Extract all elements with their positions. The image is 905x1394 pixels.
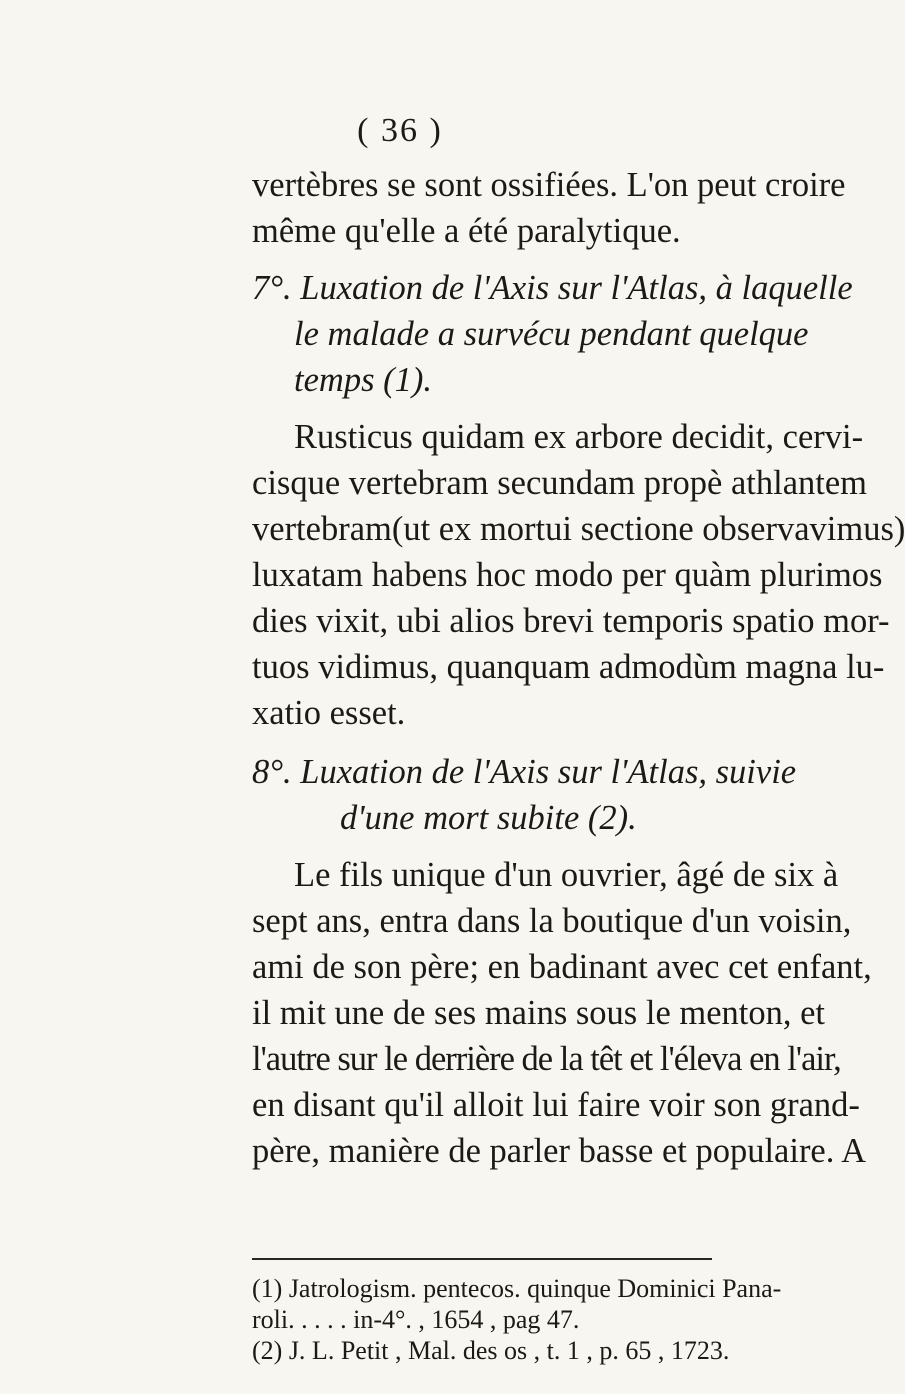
- french-paragraph-line: ami de son père; en badinant avec cet enfant,: [252, 948, 872, 986]
- latin-paragraph-line: vertebram(ut ex mortui sectione observavimus): [252, 510, 905, 548]
- french-paragraph-line: Le fils unique d'un ouvrier, âgé de six à: [294, 856, 839, 894]
- section-heading-7: 7°. Luxation de l'Axis sur l'Atlas, à laquelle: [252, 269, 853, 307]
- french-paragraph-line: père, manière de parler basse et populaire. A: [252, 1132, 867, 1170]
- latin-paragraph-line: dies vixit, ubi alios brevi temporis spatio mor-: [252, 602, 890, 640]
- footnote-1: roli. . . . . in-4°. , 1654 , pag 47.: [252, 1305, 580, 1334]
- footnote-1: (1) Jatrologism. pentecos. quinque Dominici Pana-: [252, 1274, 782, 1303]
- text-line: même qu'elle a été paralytique.: [252, 212, 681, 250]
- latin-paragraph-line: Rusticus quidam ex arbore decidit, cervi-: [294, 418, 864, 456]
- page-number: ( 36 ): [357, 112, 443, 149]
- french-paragraph-line: sept ans, entra dans la boutique d'un voisin,: [252, 902, 852, 940]
- french-paragraph-line: il mit une de ses mains sous le menton, et: [252, 994, 826, 1032]
- french-paragraph-line: en disant qu'il alloit lui faire voir son grand-: [252, 1086, 860, 1124]
- section-heading-8: 8°. Luxation de l'Axis sur l'Atlas, suivie: [252, 753, 797, 791]
- latin-paragraph-line: cisque vertebram secundam propè athlantem: [252, 464, 868, 502]
- latin-paragraph-line: xatio esset.: [252, 694, 406, 732]
- text-line: vertèbres se sont ossifiées. L'on peut croire: [252, 166, 846, 204]
- footnote-rule: [252, 1258, 712, 1260]
- french-paragraph-line: l'autre sur le derrière de la têt et l'éleva en l'air,: [252, 1040, 841, 1078]
- latin-paragraph-line: luxatam habens hoc modo per quàm plurimos: [252, 556, 883, 594]
- section-heading-7: le malade a survécu pendant quelque: [294, 315, 809, 353]
- section-heading-7: temps (1).: [294, 361, 432, 399]
- section-heading-8: d'une mort subite (2).: [340, 799, 637, 837]
- footnote-2: (2) J. L. Petit , Mal. des os , t. 1 , p. 65 , 1723.: [252, 1336, 730, 1365]
- latin-paragraph-line: tuos vidimus, quanquam admodùm magna lu-: [252, 648, 885, 686]
